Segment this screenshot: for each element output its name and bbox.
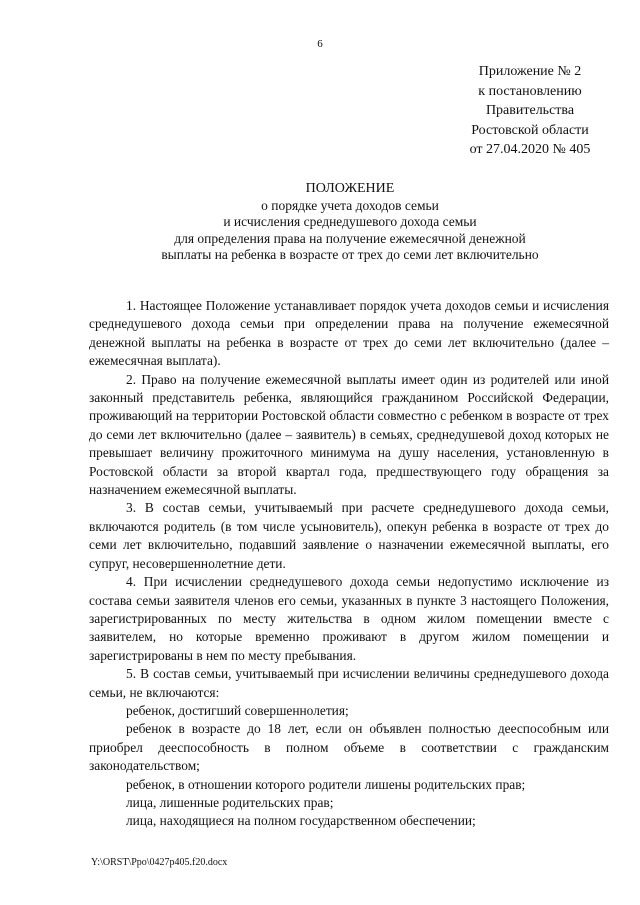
page-number: 6 [317, 38, 323, 50]
list-item: ребенок в возрасте до 18 лет, если он объявлен полностью дееспособным или приобрел дееспособность в полном объеме в соответствии с гражданским законодательством; [89, 721, 609, 774]
title-line: и исчисления среднедушевого дохода семьи [223, 214, 477, 229]
list-item: ребенок, в отношении которого родители лишены родительских прав; [126, 776, 526, 792]
paragraph: 3. В состав семьи, учитываемый при расчете среднедушевого дохода семьи, включаются родитель (в том числе усыновитель), опекун ребенка в возрасте от трех до семи лет включительно, подавший заявление о назначении ежемесячной выплаты, его супруг, несовершеннолетние дети. [89, 500, 609, 571]
paragraph: 5. В состав семьи, учитываемый при исчислении величины среднедушевого дохода семьи, не включаются: [89, 666, 609, 700]
appendix-line: Приложение № 2 [478, 64, 582, 79]
appendix-line: Ростовской области [471, 122, 589, 138]
paragraph: 2. Право на получение ежемесячной выплаты имеет один из родителей или иной законный представитель ребенка, являющийся гражданином Российской Федерации, проживающий на территории Ростовской области совместно с ребенком в возрасте от трех до семи лет включительно (далее – заявитель) в семьях, среднедушевой доход которых не превышает величину прожиточного минимума на душу населения, установленную в Ростовской области за второй квартал года, предшествующего году обращения за назначением ежемесячной выплаты. [89, 371, 609, 498]
list-item: лица, находящиеся на полном государственном обеспечении; [126, 813, 476, 829]
appendix-line: к постановлению [478, 83, 582, 99]
appendix-stamp [440, 62, 620, 160]
paragraph: 1. Настоящее Положение устанавливает порядок учета доходов семьи и исчисления среднедушевого дохода семьи при определении права на получение ежемесячной денежной выплаты на ребенка в возрасте от трех до семи лет включительно (далее – ежемесячная выплата). [89, 298, 609, 369]
title-heading: ПОЛОЖЕНИЕ [305, 181, 395, 196]
title-line: выплаты на ребенка в возрасте от трех до семи лет включительно [161, 247, 539, 262]
file-path-footer: Y:\ORST\Ppo\0427p405.f20.docx [91, 857, 228, 868]
paragraph: 4. При исчислении среднедушевого дохода семьи недопустимо исключение из состава семьи заявителя членов его семьи, указанных в пункте 3 настоящего Положения, зарегистрированных по месту жительства в одном жилом помещении вместе с заявителем, но которые временно проживают в другом жилом помещении и зарегистрированы в нем по месту пребывания. [89, 574, 609, 663]
title-line: о порядке учета доходов семьи [261, 197, 439, 213]
list-item: ребенок, достигший совершеннолетия; [126, 702, 349, 718]
title-line: для определения права на получение ежемесячной денежной [174, 230, 526, 246]
document-title [60, 181, 640, 264]
appendix-line: Правительства [485, 103, 575, 118]
appendix-line: от 27.04.2020 № 405 [469, 142, 591, 157]
list-item: лица, лишенные родительских прав; [126, 794, 334, 810]
document-body [89, 297, 609, 831]
